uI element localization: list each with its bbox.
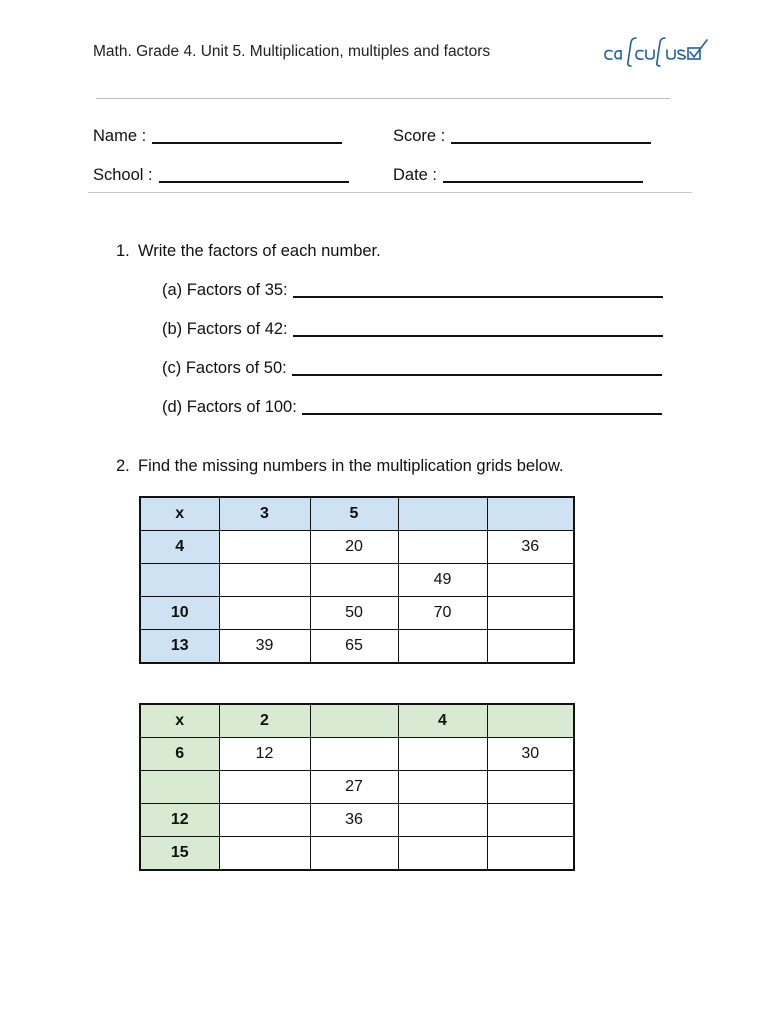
grid-1-blank-cell[interactable] [398, 630, 487, 664]
grid-1-cell: 50 [310, 597, 398, 630]
grid-1-column-header[interactable] [487, 497, 574, 531]
grid-2-blank-cell[interactable] [310, 837, 398, 871]
grid-2-column-header: 2 [219, 704, 310, 738]
grid-2-cell: 36 [310, 804, 398, 837]
grid-2-column-header[interactable] [487, 704, 574, 738]
grid-1-row [140, 597, 574, 630]
question-1-prompt: Write the factors of each number. [138, 242, 381, 260]
grid-1-row-header: 13 [140, 630, 219, 664]
date-field[interactable] [393, 166, 643, 185]
score-label: Score : [393, 127, 446, 145]
grid-2-row-header[interactable] [140, 771, 219, 804]
grid-2-blank-cell[interactable] [310, 738, 398, 771]
grid-1-cell: 70 [398, 597, 487, 630]
grid-1-blank-cell[interactable] [487, 630, 574, 664]
header-divider [96, 98, 670, 99]
name-label: Name : [93, 127, 147, 145]
grid-1-blank-cell[interactable] [219, 564, 310, 597]
grid-2-blank-cell[interactable] [398, 804, 487, 837]
grid-2-cell: 12 [219, 738, 310, 771]
q1-item-b-answer-line[interactable] [293, 335, 663, 337]
grid-1-row [140, 531, 574, 564]
q1-item-a-label: (a) Factors of 35: [162, 281, 288, 299]
q1-item-c[interactable] [162, 359, 662, 378]
question-1 [116, 242, 381, 261]
question-2 [116, 457, 564, 476]
grid-1-row-header[interactable] [140, 564, 219, 597]
grid-1-blank-cell[interactable] [219, 597, 310, 630]
grid-2-row-header: 12 [140, 804, 219, 837]
score-blank-line[interactable] [451, 142, 651, 144]
q1-item-d-answer-line[interactable] [302, 413, 662, 415]
grid-1-cell: 36 [487, 531, 574, 564]
q1-item-d[interactable] [162, 398, 662, 417]
info-divider [88, 192, 692, 193]
grid-2-row-header: 15 [140, 837, 219, 871]
grid-1-cell: 20 [310, 531, 398, 564]
grid-2-blank-cell[interactable] [487, 771, 574, 804]
grid-2-blank-cell[interactable] [398, 738, 487, 771]
name-blank-line[interactable] [152, 142, 342, 144]
grid-1-cell: 39 [219, 630, 310, 664]
school-label: School : [93, 166, 153, 184]
multiplication-grid-2 [139, 703, 575, 871]
q1-item-c-label: (c) Factors of 50: [162, 359, 287, 377]
grid-2-blank-cell[interactable] [487, 837, 574, 871]
q1-item-c-answer-line[interactable] [292, 374, 662, 376]
grid-2-row [140, 704, 574, 738]
question-1-number: 1. [116, 242, 130, 260]
grid-1-row [140, 630, 574, 664]
grid-1-blank-cell[interactable] [487, 597, 574, 630]
grid-2-cell: 30 [487, 738, 574, 771]
grid-1-row [140, 497, 574, 531]
grid-1-blank-cell[interactable] [398, 531, 487, 564]
grid-1-cell: 49 [398, 564, 487, 597]
q1-item-d-label: (d) Factors of 100: [162, 398, 297, 416]
grid-2-row [140, 837, 574, 871]
question-2-prompt: Find the missing numbers in the multiplication grids below. [138, 457, 564, 475]
grid-1-column-header: 5 [310, 497, 398, 531]
date-blank-line[interactable] [443, 181, 643, 183]
grid-1-blank-cell[interactable] [219, 531, 310, 564]
grid-2-blank-cell[interactable] [487, 804, 574, 837]
grid-1-blank-cell[interactable] [487, 564, 574, 597]
grid-1-blank-cell[interactable] [310, 564, 398, 597]
grid-2-blank-cell[interactable] [219, 804, 310, 837]
grid-1-column-header: x [140, 497, 219, 531]
q1-item-a-answer-line[interactable] [293, 296, 663, 298]
grid-2-cell: 27 [310, 771, 398, 804]
grid-1-row [140, 564, 574, 597]
worksheet-title: Math. Grade 4. Unit 5. Multiplication, multiples and factors [93, 43, 491, 60]
grid-2-blank-cell[interactable] [219, 771, 310, 804]
calculus-logo [603, 36, 709, 68]
grid-2-row-header: 6 [140, 738, 219, 771]
grid-1-row-header: 10 [140, 597, 219, 630]
multiplication-grid-1 [139, 496, 575, 664]
score-field[interactable] [393, 127, 651, 146]
q1-item-b-label: (b) Factors of 42: [162, 320, 288, 338]
grid-1-cell: 65 [310, 630, 398, 664]
grid-2-column-header: 4 [398, 704, 487, 738]
grid-2-column-header: x [140, 704, 219, 738]
school-field[interactable] [93, 166, 349, 185]
date-label: Date : [393, 166, 438, 184]
grid-2-column-header[interactable] [310, 704, 398, 738]
q1-item-a[interactable] [162, 281, 663, 300]
grid-1-column-header: 3 [219, 497, 310, 531]
name-field[interactable] [93, 127, 342, 146]
grid-2-blank-cell[interactable] [398, 837, 487, 871]
q1-item-b[interactable] [162, 320, 663, 339]
school-blank-line[interactable] [159, 181, 349, 183]
grid-2-row [140, 771, 574, 804]
grid-2-row [140, 738, 574, 771]
grid-1-column-header[interactable] [398, 497, 487, 531]
grid-2-row [140, 804, 574, 837]
grid-2-blank-cell[interactable] [398, 771, 487, 804]
grid-1-row-header: 4 [140, 531, 219, 564]
question-2-number: 2. [116, 457, 130, 475]
grid-2-blank-cell[interactable] [219, 837, 310, 871]
